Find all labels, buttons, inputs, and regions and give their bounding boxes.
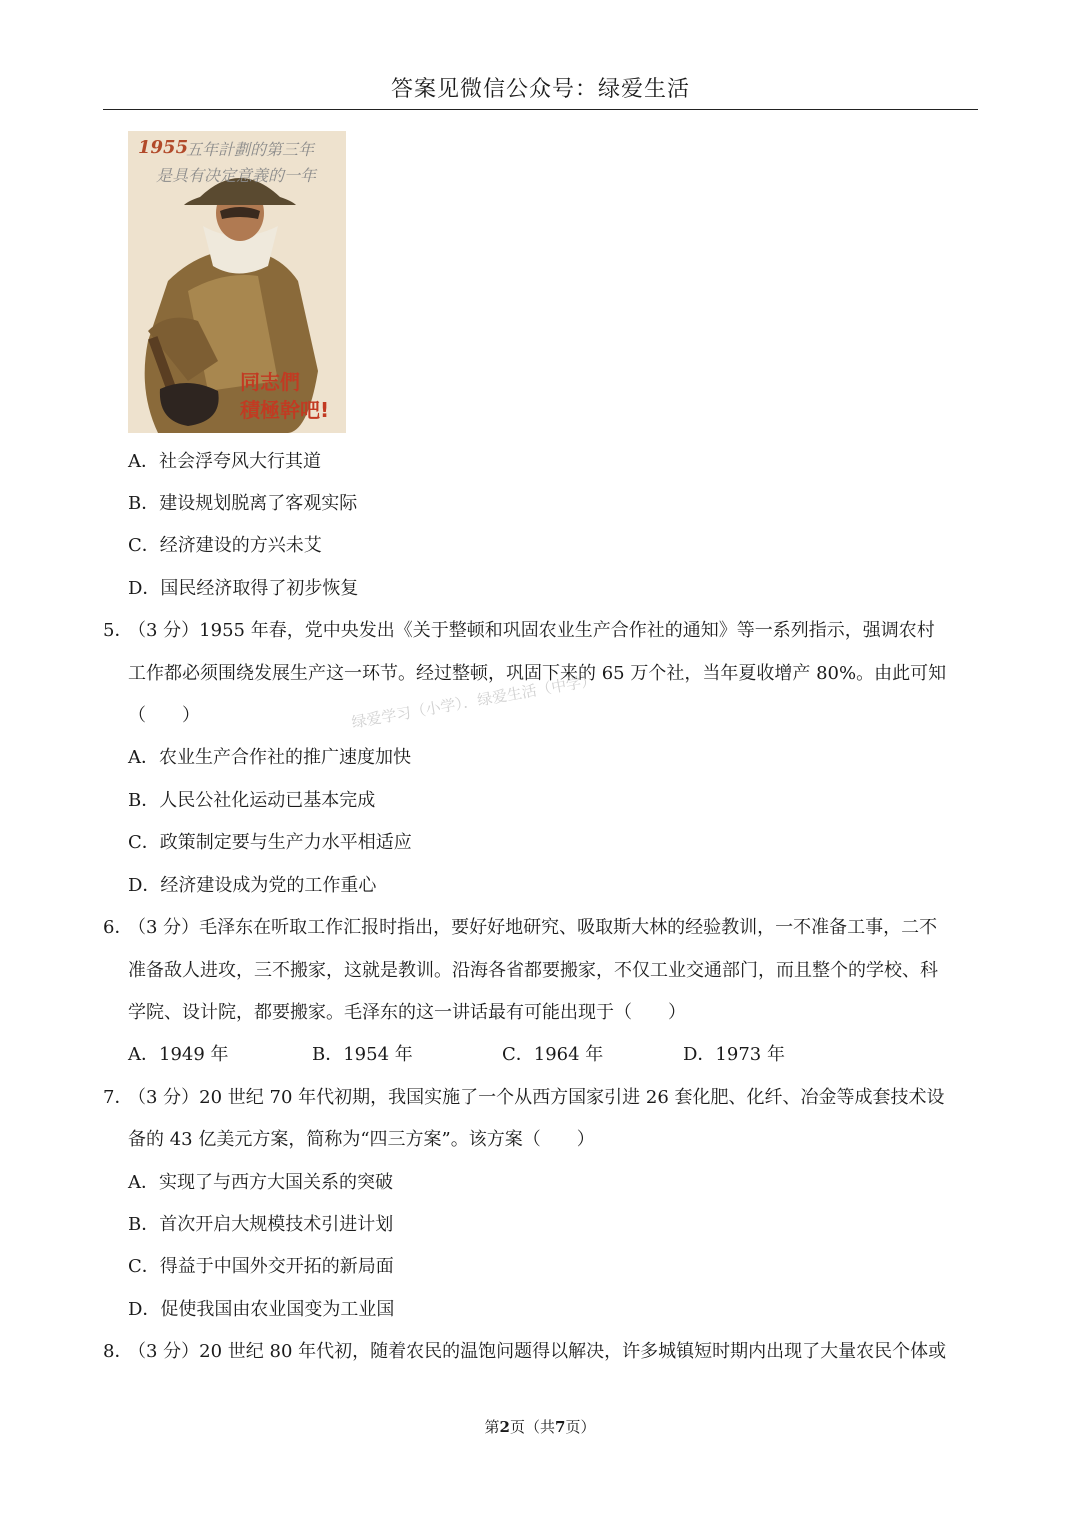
poster-headline-1: 五年計劃的第三年: [186, 140, 315, 159]
poster-illustration: [128, 131, 346, 433]
q6-option-d: D．1973 年: [683, 1044, 785, 1065]
q5-number: 5．: [103, 620, 133, 641]
q6-stem-line1: （3 分）毛泽东在听取工作汇报时指出，要好好地研究、吸取斯大林的经验教训，一不准备工事，二不: [128, 917, 938, 938]
q5-option-c: C．政策制定要与生产力水平相适应: [128, 832, 412, 853]
q5-stem-line1: （3 分）1955 年春，党中央发出《关于整顿和巩固农业生产合作社的通知》等一系列指示，强调农村: [128, 620, 935, 641]
poster-headline-2: 是具有决定意義的一年: [156, 166, 317, 185]
q5-stem-line3: （ ）: [128, 705, 200, 726]
q7-stem-line2: 备的 43 亿美元方案，简称为“四三方案”。该方案（ ）: [128, 1129, 595, 1150]
q6-stem-line2: 准备敌人进攻，三不搬家，这就是教训。沿海各省都要搬家，不仅工业交通部门，而且整个的学校、科: [128, 960, 938, 981]
watermark: 绿爱学习（小学）．绿爱生活（中学）: [350, 670, 598, 732]
footer-total-pages: 7: [555, 1418, 566, 1436]
q4-option-d: D．国民经济取得了初步恢复: [128, 578, 359, 599]
q7-stem-line1: （3 分）20 世纪 70 年代初期，我国实施了一个从西方国家引进 26 套化肥、化纤、冶金等成套技术设: [128, 1087, 945, 1108]
q4-option-c: C．经济建设的方兴未艾: [128, 535, 322, 556]
q5-option-a: A．农业生产合作社的推广速度加快: [128, 747, 411, 768]
q7-number: 7．: [103, 1087, 133, 1108]
poster-slogan-1: 同志們: [240, 370, 300, 394]
q7-option-a: A．实现了与西方大国关系的突破: [128, 1172, 393, 1193]
q6-option-b: B．1954 年: [312, 1044, 413, 1065]
q5-option-b: B．人民公社化运动已基本完成: [128, 790, 376, 811]
propaganda-poster-image: [128, 131, 346, 433]
page-footer: [0, 1416, 1080, 1437]
footer-suffix: 页）: [565, 1418, 596, 1436]
q6-number: 6．: [103, 917, 133, 938]
footer-prefix: 第: [484, 1418, 500, 1436]
q7-option-c: C．得益于中国外交开拓的新局面: [128, 1256, 394, 1277]
footer-page-number: 2: [499, 1418, 510, 1436]
q8-stem-line1: （3 分）20 世纪 80 年代初，随着农民的温饱问题得以解决，许多城镇短时期内出现了大量农民个体或: [128, 1341, 947, 1362]
q5-stem-line2: 工作都必须围绕发展生产这一环节。经过整顿，巩固下来的 65 万个社，当年夏收增产 80%。由此可知: [128, 663, 947, 684]
q4-option-b: B．建设规划脱离了客观实际: [128, 493, 358, 514]
footer-middle: 页（共: [509, 1418, 555, 1436]
page-header: 答案见微信公众号：绿爱生活: [103, 72, 978, 110]
q6-option-a: A．1949 年: [128, 1044, 229, 1065]
q8-number: 8．: [103, 1341, 133, 1362]
q4-option-a: A．社会浮夸风大行其道: [128, 451, 321, 472]
q6-option-c: C．1964 年: [502, 1044, 604, 1065]
q5-option-d: D．经济建设成为党的工作重心: [128, 875, 377, 896]
q6-stem-line3: 学院、设计院，都要搬家。毛泽东的这一讲话最有可能出现于（ ）: [128, 1002, 686, 1023]
q7-option-d: D．促使我国由农业国变为工业国: [128, 1299, 395, 1320]
q7-option-b: B．首次开启大规模技术引进计划: [128, 1214, 394, 1235]
poster-year-text: 1955: [138, 137, 189, 158]
poster-slogan-2: 積極幹吧!: [240, 398, 330, 422]
